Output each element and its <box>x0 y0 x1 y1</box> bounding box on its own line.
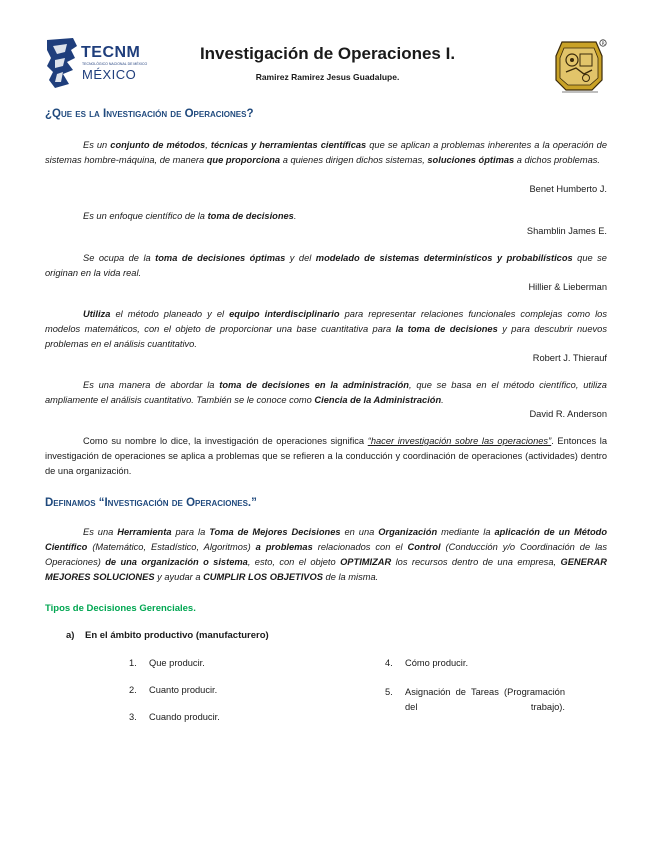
emphasis-text: OPTIMIZAR <box>340 557 392 567</box>
closing-paragraph <box>45 434 607 479</box>
body-text: y ayudar a <box>154 572 204 582</box>
page-title: Investigación de Operaciones I. <box>199 44 456 63</box>
body-text: relacionados con el <box>312 542 408 552</box>
list-number: 5. <box>385 687 393 697</box>
body-text: el método planeado y el <box>110 309 230 319</box>
emphasis-text: Toma de Mejores Decisiones <box>209 527 341 537</box>
definition-author: Benet Humberto J. <box>529 184 607 194</box>
list-number: 1. <box>129 658 137 668</box>
body-text: y del <box>285 253 316 263</box>
list-item <box>129 658 205 668</box>
emphasis-text: que proporciona <box>206 155 281 165</box>
page-author: Ramirez Ramirez Jesus Guadalupe. <box>255 72 400 82</box>
body-text: . <box>293 211 297 221</box>
definition-paragraph <box>45 378 607 408</box>
definition-paragraph <box>45 209 607 224</box>
section-heading-define: Definamos “Investigación de Operaciones.” <box>45 497 257 509</box>
decision-types-heading: Tipos de Decisiones Gerenciales. <box>45 603 196 614</box>
emphasis-text: Organización <box>378 527 438 537</box>
body-text: para la <box>171 527 210 537</box>
emphasis-text: técnicas y herramientas científicas <box>210 140 367 150</box>
body-text: en una <box>340 527 379 537</box>
emphasis-text: la toma de decisiones <box>395 324 498 334</box>
list-text: Cuando producir. <box>149 712 220 722</box>
emphasis-text: soluciones óptimas <box>427 155 515 165</box>
body-text: que se originan en la vida real. <box>45 253 607 278</box>
body-text: mediante la <box>437 527 495 537</box>
body-text: (Matemático, Estadístico, Algoritmos) <box>87 542 256 552</box>
body-text: y para descubrir nuevos problemas en el análisis cuantitativo. <box>45 324 607 349</box>
list-text: Cómo producir. <box>405 658 469 668</box>
svg-text:R: R <box>601 42 605 47</box>
emphasis-text: toma de decisiones óptimas <box>155 253 286 263</box>
body-text: Es una manera de abordar la <box>83 380 220 390</box>
list-number: 4. <box>385 658 393 668</box>
list-item <box>129 685 217 695</box>
list-item <box>129 712 220 722</box>
emphasis-text: Utiliza <box>83 309 111 319</box>
list-item <box>385 658 468 668</box>
definition-paragraph <box>45 307 607 352</box>
list-text: Cuanto producir. <box>149 685 218 695</box>
body-text: Como su nombre lo dice, la investigación de operaciones significa <box>83 436 368 446</box>
list-item <box>385 685 565 715</box>
emphasis-text: GENERAR MEJORES SOLUCIONES <box>45 557 607 582</box>
emphasis-text: CUMPLIR LOS OBJETIVOS <box>203 572 323 582</box>
body-text: para representar relaciones funcionales complejas como los modelos matemáticos, con el objeto de proporcionar una base cuantitativa para <box>45 309 607 334</box>
body-text: los recursos dentro de una empresa, <box>391 557 561 567</box>
logo-line1: TECNM <box>81 44 141 61</box>
body-text: , esto, con el objeto <box>247 557 341 567</box>
definition-main-paragraph <box>45 525 607 585</box>
body-text: . Entonces la investigación de operaciones se aplica a problemas que se refieren a la conducción y coordinación de operaciones (actividades) dentro de una organización. <box>45 436 607 476</box>
emphasis-text: toma de decisiones <box>207 211 294 221</box>
body-text: Es una <box>83 527 118 537</box>
emphasis-text: conjunto de métodos <box>110 140 206 150</box>
emphasis-text: equipo interdisciplinario <box>229 309 340 319</box>
emphasis-text: de una organización o sistema <box>105 557 248 567</box>
body-text: . <box>441 395 444 405</box>
body-text: de la misma. <box>322 572 379 582</box>
logo-subtitle: TECNOLÓGICO NACIONAL DE MÉXICO <box>82 62 148 66</box>
list-number: 3. <box>129 712 137 722</box>
sub-title: En el ámbito productivo (manufacturero) <box>85 630 269 641</box>
definition-author: David R. Anderson <box>529 409 607 419</box>
emphasis-text: Herramienta <box>117 527 172 537</box>
body-text: a quienes dirigen dichos sistemas, <box>280 155 428 165</box>
definition-author: Shamblin James E. <box>526 226 607 236</box>
emphasis-text: modelado de sistemas determinísticos y probabilísticos <box>315 253 573 263</box>
underlined-text: “hacer investigación sobre las operaciones” <box>367 436 552 446</box>
body-text: Se ocupa de la <box>83 253 156 263</box>
emphasis-text: Ciencia de la Administración <box>314 395 442 405</box>
emphasis-text: Control <box>407 542 441 552</box>
body-text: a dichos problemas. <box>514 155 600 165</box>
logo-line2: MÉXICO <box>82 67 137 82</box>
definition-author: Robert J. Thierauf <box>532 353 607 363</box>
emphasis-text: aplicación de un Método Científico <box>45 527 607 552</box>
institute-seal-icon <box>552 38 610 94</box>
list-text: Asignación de Tareas (Programación del trabajo). <box>405 687 565 712</box>
body-text: que se aplican a problemas inherentes a la operación de sistemas hombre-máquina, de manera <box>45 140 608 165</box>
body-text: Es un enfoque científico de la <box>83 211 208 221</box>
body-text: (Conducción y/o Coordinación de las Operaciones) <box>45 542 607 567</box>
section-heading-what-is: ¿Que es la Investigación de Operaciones? <box>45 108 254 120</box>
sub-heading <box>66 630 269 641</box>
definition-paragraph <box>45 138 607 168</box>
list-number: 2. <box>129 685 137 695</box>
body-text: , <box>205 140 211 150</box>
emphasis-text: toma de decisiones en la administración <box>219 380 409 390</box>
definition-author: Hillier & Lieberman <box>528 282 607 292</box>
body-text: , que se basa en el método científico, utiliza ampliamente el análisis cuantitativo. También se le conoce como <box>45 380 607 405</box>
definition-paragraph <box>45 251 607 281</box>
list-text: Que producir. <box>149 658 205 668</box>
body-text: Es un <box>83 140 111 150</box>
sub-marker: a) <box>66 630 75 641</box>
emphasis-text: a problemas <box>255 542 313 552</box>
